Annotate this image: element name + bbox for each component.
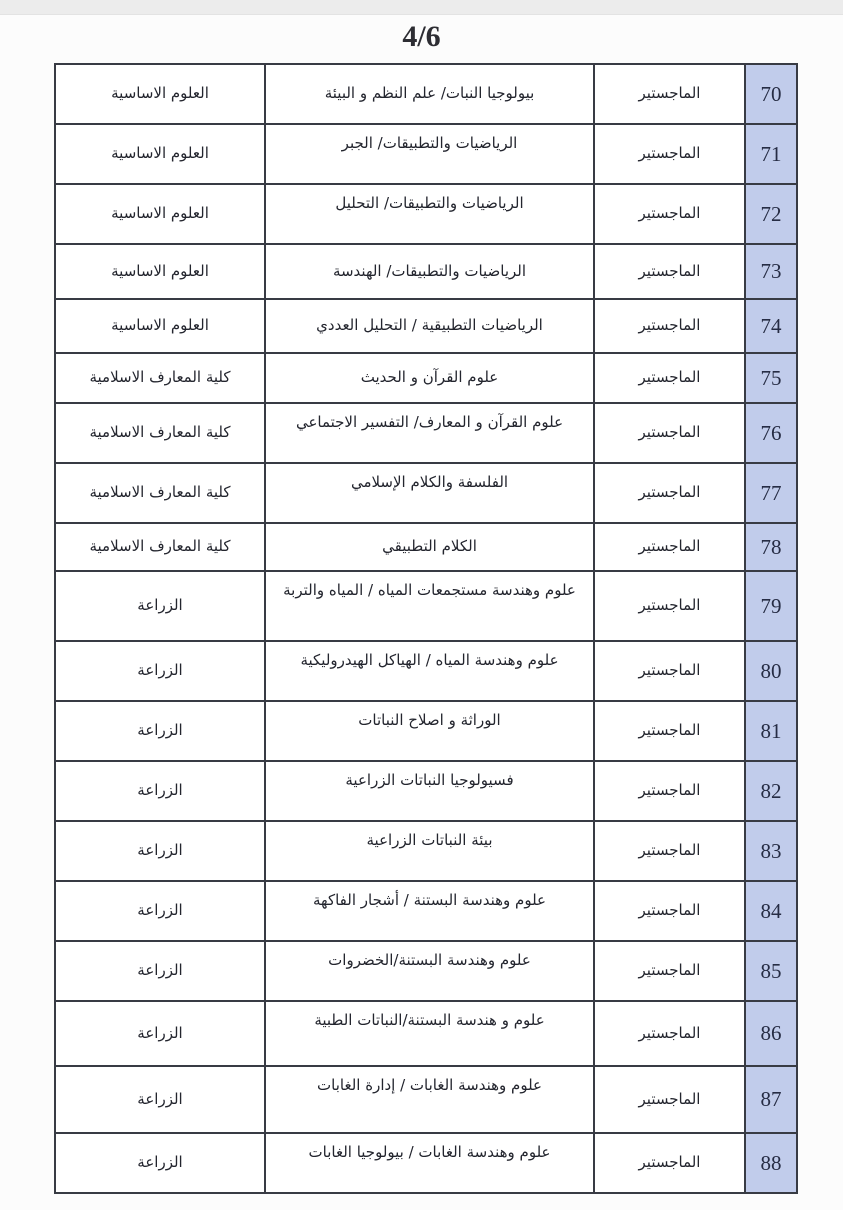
college-cell: كلية المعارف الاسلامية <box>56 464 266 522</box>
college-cell: الزراعة <box>56 702 266 760</box>
degree-cell: الماجستير <box>595 822 746 880</box>
row-number-cell: 79 <box>746 572 796 640</box>
specialty-cell: علوم وهندسة البستنة / أشجار الفاكهة <box>266 882 595 940</box>
row-number-cell: 83 <box>746 822 796 880</box>
degree-cell: الماجستير <box>595 572 746 640</box>
row-number-cell: 78 <box>746 524 796 570</box>
table-row <box>56 522 796 570</box>
college-cell: الزراعة <box>56 1067 266 1132</box>
specialty-cell: علوم وهندسة المياه / الهياكل الهيدروليكية <box>266 642 595 700</box>
college-cell: العلوم الاساسية <box>56 125 266 183</box>
row-number-cell: 80 <box>746 642 796 700</box>
row-number-cell: 73 <box>746 245 796 298</box>
table-row <box>56 760 796 820</box>
table-row <box>56 700 796 760</box>
table-row <box>56 1132 796 1192</box>
degree-cell: الماجستير <box>595 702 746 760</box>
specialty-cell: الكلام التطبيقي <box>266 524 595 570</box>
table-row <box>56 820 796 880</box>
row-number-cell: 85 <box>746 942 796 1000</box>
college-cell: الزراعة <box>56 642 266 700</box>
table-row <box>56 243 796 298</box>
degree-cell: الماجستير <box>595 1002 746 1065</box>
degree-cell: الماجستير <box>595 942 746 1000</box>
row-number-cell: 87 <box>746 1067 796 1132</box>
row-number-cell: 75 <box>746 354 796 402</box>
row-number-cell: 70 <box>746 65 796 123</box>
college-cell: الزراعة <box>56 572 266 640</box>
college-cell: الزراعة <box>56 1134 266 1192</box>
specialty-cell: الرياضيات والتطبيقات/ الهندسة <box>266 245 595 298</box>
specialty-cell: الفلسفة والكلام الإسلامي <box>266 464 595 522</box>
table-row <box>56 462 796 522</box>
college-cell: الزراعة <box>56 822 266 880</box>
table-row <box>56 1065 796 1132</box>
specialty-cell: الرياضيات والتطبيقات/ الجبر <box>266 125 595 183</box>
row-number-cell: 82 <box>746 762 796 820</box>
degree-cell: الماجستير <box>595 300 746 352</box>
specialty-cell: علوم القرآن و الحديث <box>266 354 595 402</box>
degree-cell: الماجستير <box>595 1134 746 1192</box>
table-row <box>56 570 796 640</box>
row-number-cell: 88 <box>746 1134 796 1192</box>
scan-top-band <box>0 0 843 15</box>
degree-cell: الماجستير <box>595 404 746 462</box>
degree-cell: الماجستير <box>595 125 746 183</box>
degree-cell: الماجستير <box>595 882 746 940</box>
specialty-cell: علوم وهندسة الغابات / بيولوجيا الغابات <box>266 1134 595 1192</box>
degree-cell: الماجستير <box>595 354 746 402</box>
degree-cell: الماجستير <box>595 185 746 243</box>
table-row <box>56 65 796 123</box>
degree-cell: الماجستير <box>595 642 746 700</box>
college-cell: العلوم الاساسية <box>56 65 266 123</box>
degree-cell: الماجستير <box>595 245 746 298</box>
degree-cell: الماجستير <box>595 762 746 820</box>
page-number-label: 4/6 <box>402 20 441 53</box>
row-number-cell: 74 <box>746 300 796 352</box>
specialty-cell: الوراثة و اصلاح النباتات <box>266 702 595 760</box>
table-row <box>56 880 796 940</box>
table-row <box>56 183 796 243</box>
table-row <box>56 352 796 402</box>
college-cell: العلوم الاساسية <box>56 245 266 298</box>
specialty-cell: علوم القرآن و المعارف/ التفسير الاجتماعي <box>266 404 595 462</box>
table-row <box>56 640 796 700</box>
specialty-cell: علوم وهندسة البستنة/الخضروات <box>266 942 595 1000</box>
college-cell: الزراعة <box>56 942 266 1000</box>
row-number-cell: 72 <box>746 185 796 243</box>
row-number-cell: 86 <box>746 1002 796 1065</box>
specialty-cell: الرياضيات والتطبيقات/ التحليل <box>266 185 595 243</box>
table-row <box>56 940 796 1000</box>
degree-programs-table <box>54 63 798 1194</box>
college-cell: كلية المعارف الاسلامية <box>56 404 266 462</box>
college-cell: كلية المعارف الاسلامية <box>56 524 266 570</box>
specialty-cell: بيئة النباتات الزراعية <box>266 822 595 880</box>
row-number-cell: 77 <box>746 464 796 522</box>
row-number-cell: 84 <box>746 882 796 940</box>
degree-cell: الماجستير <box>595 524 746 570</box>
college-cell: العلوم الاساسية <box>56 300 266 352</box>
degree-cell: الماجستير <box>595 65 746 123</box>
specialty-cell: علوم وهندسة مستجمعات المياه / المياه والتربة <box>266 572 595 640</box>
degree-cell: الماجستير <box>595 464 746 522</box>
college-cell: الزراعة <box>56 882 266 940</box>
college-cell: كلية المعارف الاسلامية <box>56 354 266 402</box>
college-cell: الزراعة <box>56 1002 266 1065</box>
specialty-cell: بيولوجيا النبات/ علم النظم و البيئة <box>266 65 595 123</box>
row-number-cell: 71 <box>746 125 796 183</box>
row-number-cell: 76 <box>746 404 796 462</box>
row-number-cell: 81 <box>746 702 796 760</box>
specialty-cell: الرياضيات التطبيقية / التحليل العددي <box>266 300 595 352</box>
degree-cell: الماجستير <box>595 1067 746 1132</box>
specialty-cell: فسيولوجيا النباتات الزراعية <box>266 762 595 820</box>
specialty-cell: علوم وهندسة الغابات / إدارة الغابات <box>266 1067 595 1132</box>
table-row <box>56 402 796 462</box>
specialty-cell: علوم و هندسة البستنة/النباتات الطبية <box>266 1002 595 1065</box>
table-row <box>56 298 796 352</box>
college-cell: الزراعة <box>56 762 266 820</box>
table-row <box>56 123 796 183</box>
table-row <box>56 1000 796 1065</box>
college-cell: العلوم الاساسية <box>56 185 266 243</box>
